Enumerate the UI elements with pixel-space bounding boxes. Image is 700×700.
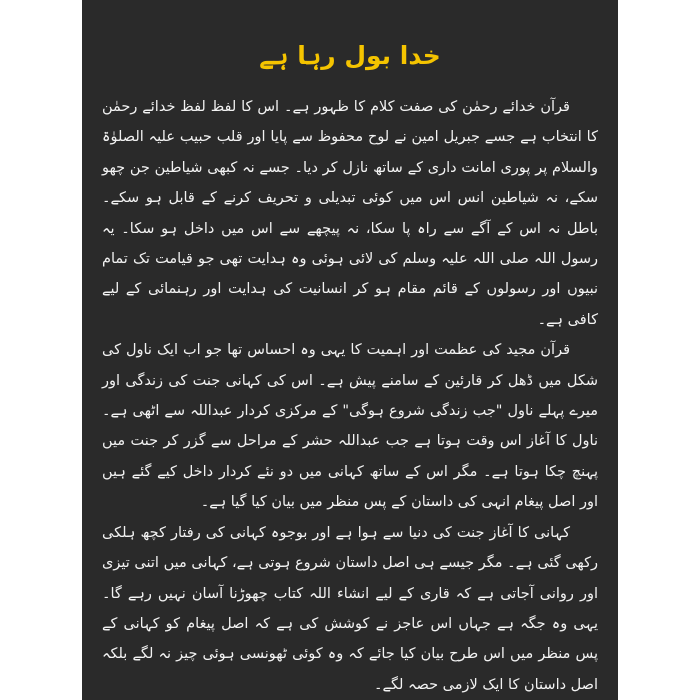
blurb-paragraph-1: قرآن خدائے رحمٰن کی صفت کلام کا ظہور ہے۔ اس کا لفظ لفظ خدائے رحمٰن کا انتخاب ہے جسے جبریل امین نے لوح محفوظ سے پایا اور قلب حبیب علیہ الصلوٰۃ والسلام پر پوری امانت داری کے ساتھ نازل کر دیا۔ جسے نہ کبھی شیاطین جن چھو سکے، نہ شیاطین انس اس میں کوئی تبدیلی و تحریف کرنے کے قابل ہو سکے۔ باطل نہ اس کے آگے سے راہ پا سکا، نہ پیچھے سے اس میں داخل ہو سکا۔ یہ رسول اللہ صلی اللہ علیہ وسلم کی لائی ہوئی وہ ہدایت تھی جو قیامت تک تمام نبیوں اور رسولوں کے قائم مقام ہو کر انسانیت کی ہدایت اور رہنمائی کے لیے کافی ہے۔ xyxy=(102,99,598,328)
book-title: خدا بول رہا ہے xyxy=(259,41,441,70)
book-back-cover xyxy=(82,0,618,700)
blurb-paragraph-3: کہانی کا آغاز جنت کی دنیا سے ہوا ہے اور بوجوہ کہانی کی رفتار کچھ ہلکی رکھی گئی ہے۔ مگر جیسے ہی اصل داستان شروع ہوتی ہے، کہانی میں اتنی تیزی اور روانی آجاتی ہے کہ قاری کے لیے انشاء اللہ کتاب چھوڑنا آسان نہیں رہے گا۔ یہی وہ جگہ ہے جہاں اس عاجز نے کوشش کی ہے کہ اصل پیغام کو کہانی کے پس منظر میں اس طرح بیان کیا جائے کہ وہ کوئی ٹھونسی ہوئی چیز نہ لگے بلکہ اصل داستان کا ایک لازمی حصہ لگے۔ xyxy=(102,524,598,693)
blurb-paragraph-2: قرآن مجید کی عظمت اور اہمیت کا یہی وہ احساس تھا جو اب ایک ناول کی شکل میں ڈھل کر قارئین کے سامنے پیش ہے۔ اس کی کہانی جنت کی زندگی اور میرے پہلے ناول "جب زندگی شروع ہوگی" کے مرکزی کردار عبداللہ سے اٹھی ہے۔ ناول کا آغاز اس وقت ہوتا ہے جب عبداللہ حشر کے مراحل سے گزر کر جنت میں پہنچ چکا ہوتا ہے۔ مگر اس کے ساتھ کہانی میں دو نئے کردار داخل کیے گئے ہیں اور اصل پیغام انہی کی داستان کے پس منظر میں بیان کیا گیا ہے۔ xyxy=(102,342,598,511)
blurb-text xyxy=(102,92,598,700)
